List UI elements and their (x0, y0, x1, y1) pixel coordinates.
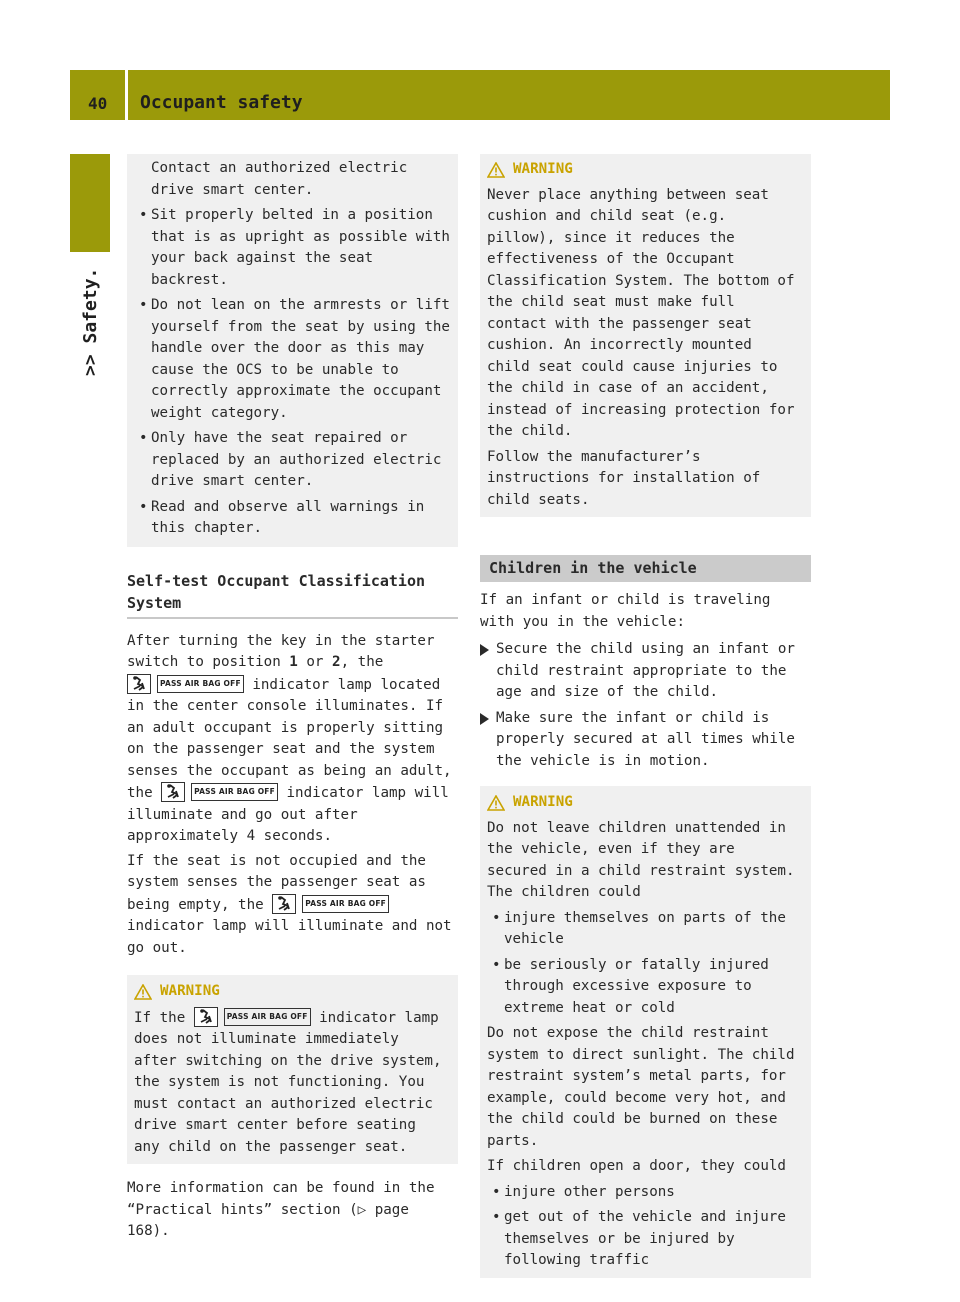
warning-box-child-seat (480, 154, 811, 517)
bullet-dot: • (139, 498, 148, 515)
selftest-paragraph-2: If the seat is not occupied and the system senses the passenger seat as being empty, the PASS AIR BAG OFF indicator lamp will illuminate and not go out. (127, 852, 452, 956)
list-item (127, 205, 450, 291)
list-item (487, 955, 803, 1020)
child-seat-icon (194, 1007, 218, 1027)
key-position-2: 2 (332, 654, 341, 670)
list-item-text: Sit properly belted in a position that is as upright as possible with your back against the seat backrest. (151, 207, 450, 288)
child-seat-icon (161, 782, 185, 802)
side-tab-label (73, 268, 109, 378)
list-item-text: get out of the vehicle and injure themselves or be injured by following traffic (504, 1209, 786, 1268)
more-info-paragraph: More information can be found in the “Practical hints” section (▷ page 168). (127, 1180, 435, 1239)
list-item-text: injure other persons (504, 1183, 675, 1200)
side-tab-block (70, 154, 110, 252)
selftest-paragraph-1: After turning the key in the starter switch to position 1 or 2, the PASS AIR BAG OFF indicator lamp located in the center console illuminates. If an adult occupant is properly sitting on the passenger seat and the system senses the occupant as being an adult, the PASS AIR BAG OFF indicator lamp will illuminate and go out after approximately 4 seconds. (127, 632, 452, 844)
step-arrow-icon (480, 644, 489, 656)
step-arrow-icon (480, 713, 489, 725)
header-separator (125, 70, 128, 120)
warning-text: Do not leave children unattended in the vehicle, even if they are secured in a child restraint system. The children could (487, 819, 795, 900)
right-column (480, 154, 811, 1278)
pass-airbag-off-icon: PASS AIR BAG OFF (191, 783, 278, 801)
list-item (487, 1207, 803, 1272)
bullet-dot: • (492, 1183, 501, 1200)
warning-label: WARNING (513, 794, 573, 810)
bullet-dot: • (492, 909, 501, 926)
page-number: 40 (88, 94, 108, 113)
section-title-selftest: Self-test Occupant Classification System (127, 571, 426, 612)
step-text: Make sure the infant or child is properly secured at all times while the vehicle is in motion. (496, 709, 795, 769)
warning-triangle-icon (134, 984, 152, 1000)
bullet-dot: • (139, 297, 148, 313)
list-item-text: injure themselves on parts of the vehicle (504, 909, 786, 947)
page-title: Occupant safety (140, 92, 303, 113)
list-item (487, 908, 803, 951)
warning-heading (487, 792, 803, 814)
warning-text: Never place anything between seat cushion and child seat (e.g. pillow), since it reduces the effectiveness of the Occupant Classification System. The bottom of the child seat must make full contact with the passenger seat cushion. An incorrectly mounted child seat could cause injuries to the child in case of an accident, instead of increasing protection for the child. (487, 186, 795, 439)
children-intro: If an infant or child is traveling with you in the vehicle: (480, 592, 771, 630)
child-seat-icon (127, 674, 151, 694)
pass-airbag-off-icon: PASS AIR BAG OFF (157, 675, 244, 693)
pass-airbag-off-icon: PASS AIR BAG OFF (302, 895, 389, 913)
warning-heading (134, 981, 450, 1003)
left-column (127, 154, 458, 1243)
step-text: Secure the child using an infant or child restraint appropriate to the age and size of the child. (496, 641, 795, 700)
notes-intro: Contact an authorized electric drive smart center. (151, 160, 408, 198)
bullet-dot: • (139, 430, 148, 446)
warning-text: If the PASS AIR BAG OFF indicator lamp does not illuminate immediately after switching on the drive system, the system is not functioning. You must contact an authorized electric drive smart center before seating any child on the passenger seat. (134, 1007, 450, 1159)
list-item-text: be seriously or fatally injured through excessive exposure to extreme heat or cold (504, 956, 769, 1016)
step-item (480, 639, 811, 704)
list-item (487, 1182, 803, 1204)
warning-label: WARNING (160, 983, 220, 999)
warning-heading (487, 159, 803, 181)
list-item-text: Do not lean on the armrests or lift yourself from the seat by using the handle over the door as this may cause the OCS to be unable to correctly approximate the occupant weight category. (151, 297, 450, 421)
list-item-text: Only have the seat repaired or replaced by an authorized electric drive smart center. (151, 430, 442, 489)
warning-label: WARNING (513, 161, 573, 177)
warning-triangle-icon (487, 795, 505, 811)
warning-box-ocs (127, 975, 458, 1164)
bullet-dot: • (492, 956, 501, 973)
child-seat-icon (272, 894, 296, 914)
warning-text: Follow the manufacturer’s instructions for installation of child seats. (487, 448, 761, 508)
page-header (70, 70, 890, 120)
list-item (127, 428, 450, 493)
page-number-box (70, 70, 125, 120)
warning-triangle-icon (487, 162, 505, 178)
warning-box-unattended (480, 786, 811, 1278)
bullet-dot: • (492, 1209, 501, 1225)
warning-text: Do not expose the child restraint system to direct sunlight. The child restraint system’s metal parts, for example, could become very hot, and the child could be burned on these parts. (487, 1025, 795, 1149)
pass-airbag-off-icon: PASS AIR BAG OFF (224, 1008, 311, 1026)
list-item (127, 497, 450, 540)
list-item (127, 295, 450, 424)
section-rule (127, 617, 458, 619)
section-title-children: Children in the vehicle (480, 555, 811, 582)
key-position-1: 1 (289, 654, 298, 670)
bullet-dot: • (139, 207, 148, 223)
side-tab-text: >> Safety. (80, 267, 101, 376)
step-item (480, 708, 811, 773)
list-item-text: Read and observe all warnings in this chapter. (151, 498, 425, 536)
warning-text: If children open a door, they could (487, 1158, 786, 1174)
notes-box (127, 154, 458, 547)
